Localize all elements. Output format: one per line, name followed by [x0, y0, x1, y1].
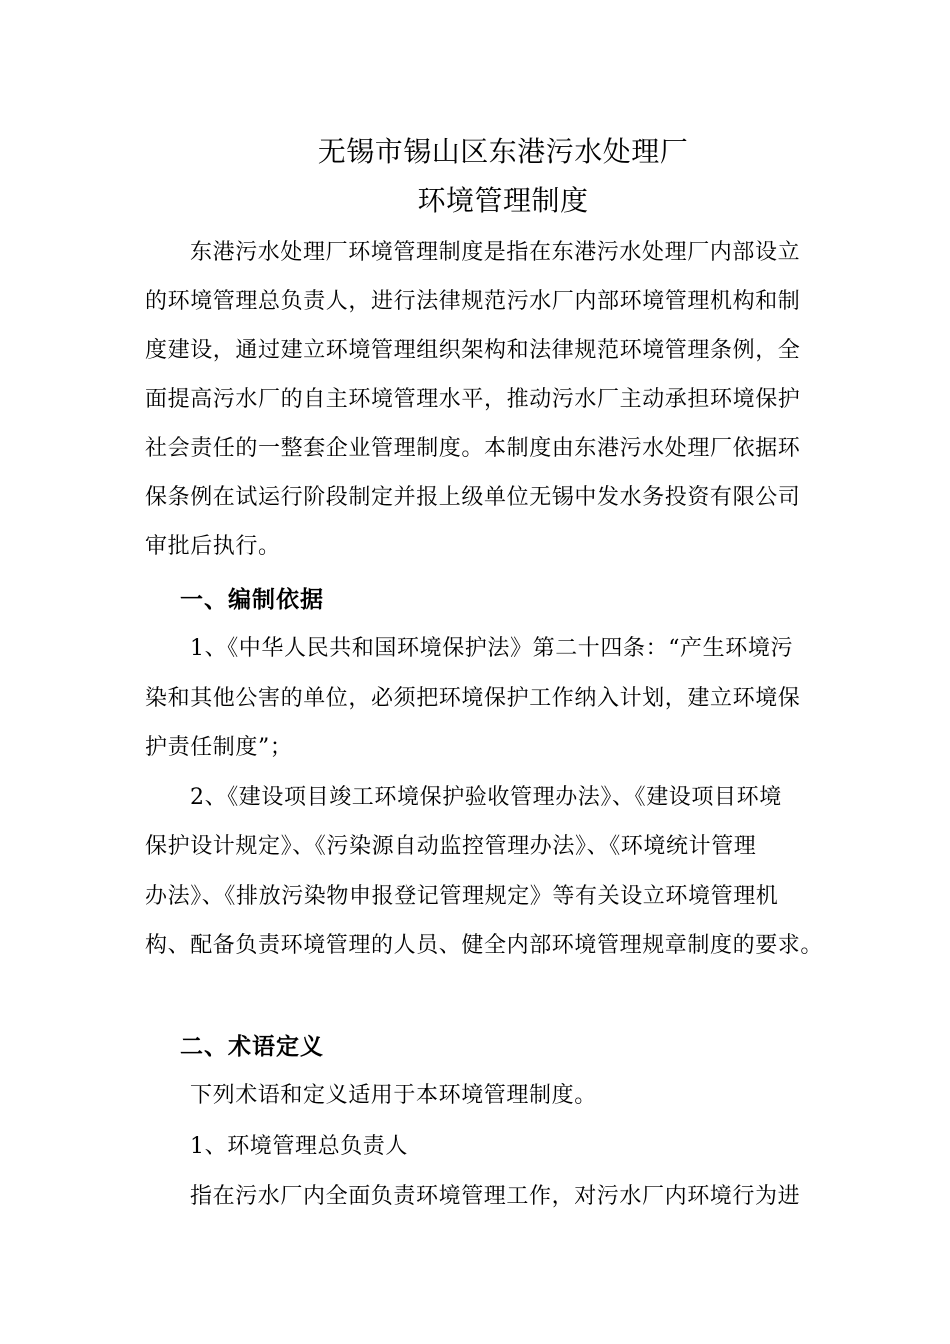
intro-line-6: 保条例在试运行阶段制定并报上级单位无锡中发水务投资有限公司	[145, 485, 801, 510]
intro-line-2: 的环境管理总负责人，进行法律规范污水厂内部环境管理机构和制	[145, 289, 801, 314]
intro-line-4: 面提高污水厂的自主环境管理水平，推动污水厂主动承担环境保护	[145, 387, 801, 412]
basis-item-2-line-2: 保护设计规定》、《污染源自动监控管理办法》、《环境统计管理	[145, 834, 757, 859]
basis-item-1-line-2: 染和其他公害的单位，必须把环境保护工作纳入计划，建立环境保	[145, 686, 801, 711]
basis-item-1-line-1: 1、《中华人民共和国环境保护法》第二十四条：“产生环境污	[190, 636, 794, 661]
intro-line-5: 社会责任的一整套企业管理制度。本制度由东港污水处理厂依据环	[145, 436, 801, 461]
section-heading-basis: 一、编制依据	[180, 587, 324, 613]
basis-item-1-line-3: 护责任制度”；	[145, 735, 293, 760]
basis-item-2-line-1: 2、《建设项目竣工环境保护验收管理办法》、《建设项目环境	[190, 785, 782, 810]
terms-intro: 下列术语和定义适用于本环境管理制度。	[190, 1083, 597, 1108]
term-1-title: 1、环境管理总负责人	[190, 1134, 408, 1159]
intro-line-3: 度建设，通过建立环境管理组织架构和法律规范环境管理条例，全	[145, 338, 801, 363]
document-title: 无锡市锡山区东港污水处理厂	[317, 135, 689, 168]
section-heading-terms: 二、术语定义	[180, 1034, 324, 1060]
basis-item-2-line-3: 办法》、《排放污染物申报登记管理规定》等有关设立环境管理机	[145, 884, 779, 909]
intro-line-1: 东港污水处理厂环境管理制度是指在东港污水处理厂内部设立	[190, 240, 801, 265]
intro-line-7: 审批后执行。	[145, 534, 281, 559]
document-subtitle: 环境管理制度	[417, 184, 589, 217]
basis-item-2-line-4: 构、配备负责环境管理的人员、健全内部环境管理规章制度的要求。	[145, 933, 824, 958]
term-1-text: 指在污水厂内全面负责环境管理工作，对污水厂内环境行为进	[190, 1184, 801, 1209]
